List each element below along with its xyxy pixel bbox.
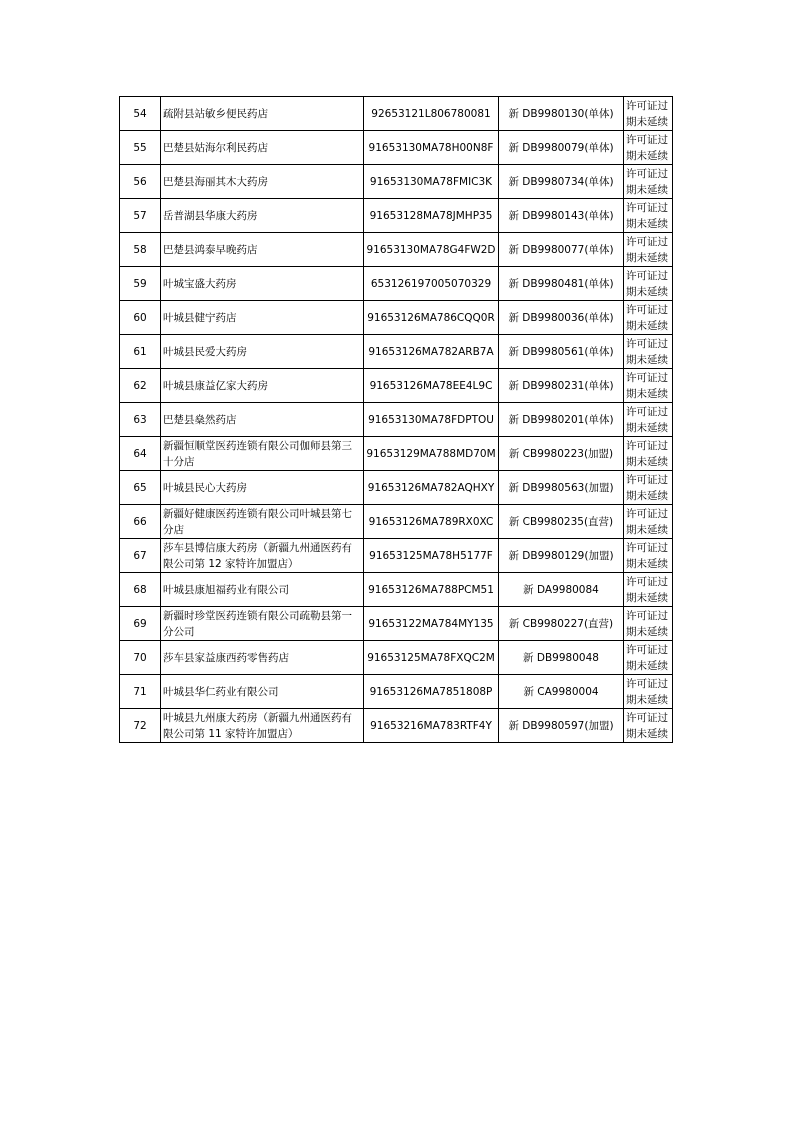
status-note: 许可证过期未延续 [624, 641, 673, 675]
row-number: 70 [120, 641, 161, 675]
license-number: 新 DB9980561(单体) [499, 335, 624, 369]
row-number: 67 [120, 539, 161, 573]
credit-code: 91653126MA78EE4L9C [364, 369, 499, 403]
row-number: 68 [120, 573, 161, 607]
status-note: 许可证过期未延续 [624, 335, 673, 369]
pharmacy-name: 莎车县家益康西药零售药店 [161, 641, 364, 675]
pharmacy-name: 叶城县健宁药店 [161, 301, 364, 335]
pharmacy-name: 岳普湖县华康大药房 [161, 199, 364, 233]
pharmacy-name: 巴楚县姑海尔利民药店 [161, 131, 364, 165]
row-number: 65 [120, 471, 161, 505]
pharmacy-name: 叶城县华仁药业有限公司 [161, 675, 364, 709]
row-number: 63 [120, 403, 161, 437]
pharmacy-name: 叶城县民爱大药房 [161, 335, 364, 369]
credit-code: 91653126MA7851808P [364, 675, 499, 709]
table-row [120, 539, 673, 573]
credit-code: 91653126MA782AQHXY [364, 471, 499, 505]
table-row [120, 403, 673, 437]
table-row [120, 97, 673, 131]
table-row [120, 573, 673, 607]
table-row [120, 505, 673, 539]
table-row [120, 267, 673, 301]
credit-code: 91653130MA78FMIC3K [364, 165, 499, 199]
license-number: 新 DB9980563(加盟) [499, 471, 624, 505]
credit-code: 91653130MA78H00N8F [364, 131, 499, 165]
table-row [120, 369, 673, 403]
table-row [120, 709, 673, 743]
row-number: 69 [120, 607, 161, 641]
credit-code: 91653128MA78JMHP35 [364, 199, 499, 233]
license-table-body [120, 97, 673, 743]
license-number: 新 DA9980084 [499, 573, 624, 607]
pharmacy-name: 叶城县康益亿家大药房 [161, 369, 364, 403]
table-row [120, 607, 673, 641]
status-note: 许可证过期未延续 [624, 505, 673, 539]
credit-code: 91653125MA78H5177F [364, 539, 499, 573]
license-number: 新 CA9980004 [499, 675, 624, 709]
credit-code: 92653121L806780081 [364, 97, 499, 131]
pharmacy-name: 疏附县站敏乡便民药店 [161, 97, 364, 131]
row-number: 61 [120, 335, 161, 369]
status-note: 许可证过期未延续 [624, 709, 673, 743]
row-number: 66 [120, 505, 161, 539]
table-row [120, 675, 673, 709]
credit-code: 91653130MA78G4FW2D [364, 233, 499, 267]
table-row [120, 233, 673, 267]
pharmacy-name: 巴楚县海丽其木大药房 [161, 165, 364, 199]
row-number: 55 [120, 131, 161, 165]
license-number: 新 DB9980036(单体) [499, 301, 624, 335]
pharmacy-name: 新疆好健康医药连锁有限公司叶城县第七分店 [161, 505, 364, 539]
row-number: 58 [120, 233, 161, 267]
license-table [119, 96, 673, 743]
status-note: 许可证过期未延续 [624, 607, 673, 641]
row-number: 71 [120, 675, 161, 709]
pharmacy-name: 叶城宝盛大药房 [161, 267, 364, 301]
license-number: 新 DB9980048 [499, 641, 624, 675]
license-number: 新 DB9980597(加盟) [499, 709, 624, 743]
credit-code: 91653216MA783RTF4Y [364, 709, 499, 743]
credit-code: 91653130MA78FDPTOU [364, 403, 499, 437]
license-number: 新 DB9980734(单体) [499, 165, 624, 199]
license-number: 新 DB9980130(单体) [499, 97, 624, 131]
status-note: 许可证过期未延续 [624, 675, 673, 709]
status-note: 许可证过期未延续 [624, 403, 673, 437]
table-row [120, 471, 673, 505]
status-note: 许可证过期未延续 [624, 301, 673, 335]
pharmacy-name: 巴楚县鸿泰早晚药店 [161, 233, 364, 267]
row-number: 59 [120, 267, 161, 301]
credit-code: 91653126MA782ARB7A [364, 335, 499, 369]
credit-code: 91653126MA788PCM51 [364, 573, 499, 607]
status-note: 许可证过期未延续 [624, 471, 673, 505]
license-number: 新 DB9980231(单体) [499, 369, 624, 403]
row-number: 60 [120, 301, 161, 335]
table-row [120, 335, 673, 369]
status-note: 许可证过期未延续 [624, 233, 673, 267]
license-number: 新 DB9980077(单体) [499, 233, 624, 267]
credit-code: 91653125MA78FXQC2M [364, 641, 499, 675]
credit-code: 91653129MA788MD70M [364, 437, 499, 471]
table-row [120, 641, 673, 675]
credit-code: 91653122MA784MY135 [364, 607, 499, 641]
row-number: 56 [120, 165, 161, 199]
license-number: 新 CB9980227(直营) [499, 607, 624, 641]
status-note: 许可证过期未延续 [624, 131, 673, 165]
table-row [120, 131, 673, 165]
pharmacy-name: 新疆恒顺堂医药连锁有限公司伽师县第三十分店 [161, 437, 364, 471]
license-number: 新 DB9980079(单体) [499, 131, 624, 165]
license-number: 新 DB9980143(单体) [499, 199, 624, 233]
status-note: 许可证过期未延续 [624, 369, 673, 403]
row-number: 64 [120, 437, 161, 471]
status-note: 许可证过期未延续 [624, 165, 673, 199]
table-row [120, 199, 673, 233]
credit-code: 91653126MA789RX0XC [364, 505, 499, 539]
license-number: 新 CB9980235(直营) [499, 505, 624, 539]
pharmacy-name: 莎车县博信康大药房（新疆九州通医药有限公司第 12 家特许加盟店） [161, 539, 364, 573]
status-note: 许可证过期未延续 [624, 437, 673, 471]
credit-code: 653126197005070329 [364, 267, 499, 301]
pharmacy-name: 巴楚县燊然药店 [161, 403, 364, 437]
pharmacy-name: 叶城县九州康大药房（新疆九州通医药有限公司第 11 家特许加盟店） [161, 709, 364, 743]
status-note: 许可证过期未延续 [624, 97, 673, 131]
table-row [120, 165, 673, 199]
status-note: 许可证过期未延续 [624, 573, 673, 607]
pharmacy-name: 叶城县康旭福药业有限公司 [161, 573, 364, 607]
status-note: 许可证过期未延续 [624, 199, 673, 233]
table-row [120, 437, 673, 471]
credit-code: 91653126MA786CQQ0R [364, 301, 499, 335]
license-number: 新 CB9980223(加盟) [499, 437, 624, 471]
row-number: 57 [120, 199, 161, 233]
status-note: 许可证过期未延续 [624, 539, 673, 573]
row-number: 62 [120, 369, 161, 403]
status-note: 许可证过期未延续 [624, 267, 673, 301]
pharmacy-name: 叶城县民心大药房 [161, 471, 364, 505]
license-number: 新 DB9980481(单体) [499, 267, 624, 301]
table-row [120, 301, 673, 335]
license-number: 新 DB9980201(单体) [499, 403, 624, 437]
pharmacy-name: 新疆时珍堂医药连锁有限公司疏勒县第一分公司 [161, 607, 364, 641]
row-number: 72 [120, 709, 161, 743]
license-number: 新 DB9980129(加盟) [499, 539, 624, 573]
row-number: 54 [120, 97, 161, 131]
